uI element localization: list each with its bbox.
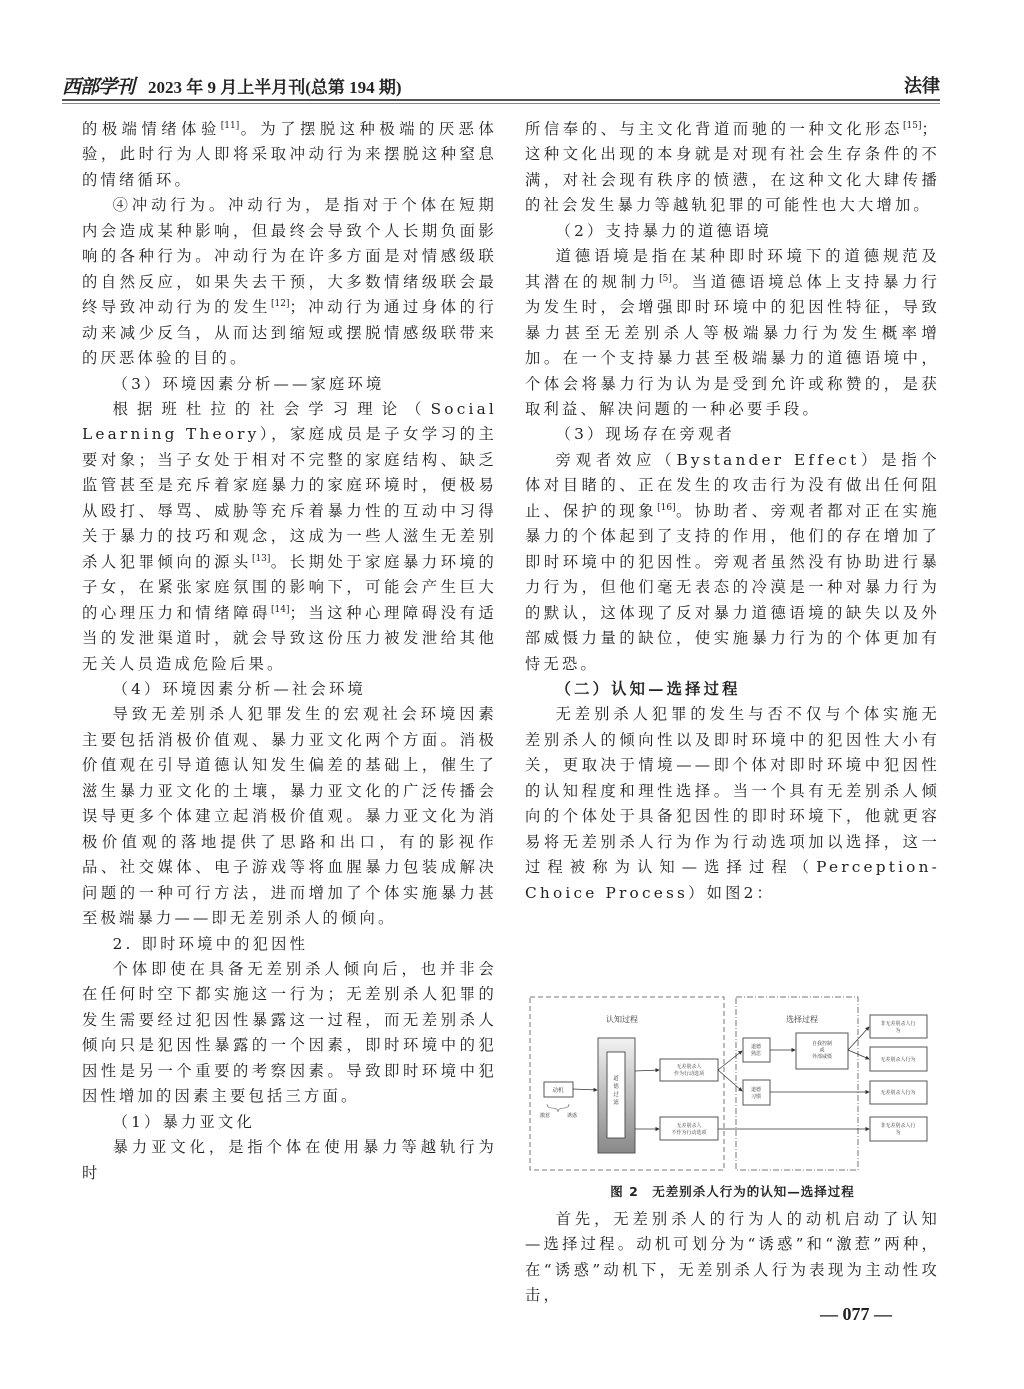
figure-2-diagram	[525, 990, 945, 1180]
arrow	[573, 1089, 597, 1090]
page-header	[62, 72, 940, 98]
citation-marker: [16]	[657, 502, 676, 513]
outcome-label-2: 无差别杀人行为	[880, 1057, 916, 1063]
text-run: 个体即使在具备无差别杀人倾向后，也并非会在任何时空下都实施这一行为；无差别杀人犯罪的发生需要经过犯因性暴露这一过程，而无差别杀人倾向只是犯因性暴露的一个因素，即时环境中的犯因性是另一个重要的考察因素。导致即时环境中犯因性增加的因素主要包括三方面。	[82, 959, 497, 1106]
citation-marker: [5]	[659, 273, 672, 284]
text-run: （2）支持暴力的道德语境	[555, 221, 772, 240]
option-act-box	[660, 1059, 718, 1081]
text-run: ④冲动行为。冲动行为，是指对于个体在短期内会造成某种影响，但最终会导致个人长期负面影响的各种行为。冲动行为在许多方面是对情感级联的自然反应，如果失去干预，大多数情绪级联会最终导致冲动行为的发生	[82, 196, 497, 317]
figure-caption: 图 2 无差别杀人行为的认知—选择过程	[610, 1184, 855, 1199]
control-label: 自我控制或外部威慑	[811, 1041, 833, 1060]
outcome-box-4	[870, 1117, 927, 1141]
text-run: 导致无差别杀人犯罪发生的宏观社会环境因素主要包括消极价值观、暴力亚文化两个方面。消极价值观在引导道德认知发生偏差的基础上，催生了滋生暴力亚文化的土壤，暴力亚文化的广泛传播会误导更多个体建立起消极价值观。暴力亚文化为消极价值观的落地提供了思路和出口，有的影视作品、社交媒体、电子游戏等将血腥暴力包装成解决问题的一种可行方法，进而增加了个体实施暴力甚至极端暴力——即无差别杀人的倾向。	[82, 705, 497, 928]
text-run: 道德语境是指在某种即时环境下的道德规范及其潜在的规制力	[525, 247, 940, 291]
text-run: （4）环境因素分析—社会环境	[112, 679, 366, 698]
paragraph	[82, 957, 497, 1110]
section-name: 法律	[904, 76, 940, 97]
text-run: 的极端情绪体验	[82, 120, 221, 138]
header-rule-thin	[62, 103, 940, 104]
paragraph	[82, 397, 497, 677]
outcome-label-4: 非无差别杀人行为	[880, 1123, 916, 1136]
temptation-label: 诱惑	[566, 1113, 578, 1119]
issue-info: 2023 年 9 月上半月刊(总第 194 期)	[148, 78, 402, 97]
paragraph	[525, 702, 940, 906]
text-run: 无差别杀人犯罪的发生与否不仅与个体实施无差别杀人的倾向性以及即时环境中的犯因性大小有关，更取决于情境——即个体对即时环境中犯因性的认知程度和理性选择。当一个具有无差别杀人倾向的个体处于具备犯因性的即时环境下，他就更容易将无差别杀人行为作为行动选项加以选择，这一过程被称为认知—选择过程（Perception-Choice Process）如图2：	[525, 705, 940, 902]
paragraph	[82, 1110, 497, 1135]
moral-filter-label: 道德过滤	[613, 1076, 619, 1106]
text-run: 。协助者、旁观者都对正在实施暴力的个体起到了支持的作用，他们的存在增加了即时环境中的犯因性。旁观者虽然没有协助进行暴力行为，但他们毫无表态的冷漠是一种对暴力行为的默认，这体现了反对暴力道德语境的缺失以及外部威慑力量的缺位，使实施暴力行为的个体更加有恃无恐。	[525, 501, 940, 673]
text-run: （3）现场存在旁观者	[555, 425, 735, 444]
paragraph	[82, 372, 497, 397]
arrow	[718, 1051, 742, 1070]
paragraph	[82, 193, 497, 371]
text-run: 。长期处于家庭暴力环境的子女，在紧张家庭氛围的影响下，可能会产生巨大的心理压力和情绪障碍	[82, 552, 497, 622]
paragraph	[82, 932, 497, 957]
citation-marker: [11]	[220, 121, 240, 131]
citation-marker: [13]	[251, 553, 271, 564]
text-run: （二）认知—选择过程	[555, 679, 741, 698]
text-run: ；冲动行为通过身体的行动来减少反刍，从而达到缩短或摆脱情感级联带来的厌恶体验的目的。	[82, 298, 497, 368]
outcome-label-3: 无差别杀人行为	[880, 1090, 916, 1096]
paragraph	[525, 244, 940, 422]
motive-label: 动机	[552, 1088, 564, 1094]
moral-habit-label: 道德习惯	[750, 1087, 762, 1100]
text-run: （3）环境因素分析——家庭环境	[112, 374, 385, 393]
right-column-bottom	[525, 1207, 940, 1309]
paragraph	[525, 117, 940, 219]
text-run: 暴力亚文化，是指个体在使用暴力等越轨行为时	[82, 1138, 497, 1182]
text-run: 2. 即时环境中的犯因性	[112, 934, 309, 953]
paragraph	[525, 422, 940, 447]
option-not-act-label: 无差别杀人不作为行动选项	[671, 1123, 707, 1136]
text-run: （1）暴力亚文化	[112, 1112, 256, 1131]
left-column	[82, 117, 497, 1186]
paragraph	[82, 702, 497, 931]
outcome-label-1: 非无差别杀人行为	[880, 1021, 916, 1034]
text-run: 首先，无差别杀人的行为人的动机启动了认知—选择过程。动机可划分为“诱惑”和“激惹”两种，在“诱惑”动机下，无差别杀人行为表现为主动性攻击，	[525, 1210, 940, 1305]
moral-deliberation-box	[743, 1038, 770, 1062]
citation-marker: [15]	[903, 121, 922, 131]
arrow	[718, 1070, 742, 1091]
cognition-label: 认知过程	[606, 1015, 638, 1024]
text-run: 。当道德语境总体上支持暴力行为发生时，会增强即时环境中的犯因性特征，导致暴力甚至无差别杀人等极端暴力行为发生概率增加。在一个支持暴力甚至极端暴力的道德语境中，个体会将暴力行为认为是受到允许或称赞的，是获取利益、解决问题的一种必要手段。	[525, 272, 940, 418]
header-rule	[62, 99, 940, 101]
citation-marker: [14]	[271, 604, 290, 615]
paragraph	[82, 1135, 497, 1186]
paragraph	[82, 117, 497, 193]
paragraph	[525, 219, 940, 244]
arrow	[635, 1070, 659, 1071]
text-run: 根据班杜拉的社会学习理论（Social Learning Theory），家庭成员是子女学习的主要对象；当子女处于相对不完整的家庭结构、缺乏监管甚至是充斥着家庭暴力的家庭环境时，便极易从殴打、辱骂、威胁等充斥着暴力性的互动中习得关于暴力的技巧和观念，这成为一些人滋生无差别杀人犯罪倾向的源头	[82, 399, 497, 571]
text-run: ；当这种心理障碍没有适当的发泄渠道时，就会导致这份压力被发泄给其他无关人员造成危险后果。	[82, 603, 497, 673]
section-heading	[525, 677, 940, 702]
paragraph	[525, 448, 940, 677]
text-run: 。为了摆脱这种极端的厌恶体验，此时行为人即将采取冲动行为来摆脱这种窒息的情绪循环。	[82, 120, 497, 189]
paragraph	[82, 677, 497, 702]
option-act-label: 无差别杀人作为行动选项	[673, 1064, 705, 1077]
moral-deliberation-label: 道德熟思	[750, 1044, 762, 1057]
text-run: 所信奉的、与主文化背道而驰的一种文化形态	[525, 120, 904, 138]
motive-brace	[547, 1104, 569, 1112]
choice-label: 选择过程	[786, 1015, 818, 1024]
text-run: 旁观者效应（Bystander Effect）是指个体对目睹的、正在发生的攻击行为没有做出任何阻止、保护的现象	[525, 450, 940, 520]
citation-marker: [12]	[271, 299, 290, 310]
text-run: ；这种文化出现的本身就是对现有社会生存条件的不满，对社会现有秩序的愤懑，在这种文化大肆传播的社会发生暴力等越轨犯罪的可能性也大大增加。	[525, 120, 940, 215]
page-number: — 077 —	[820, 1304, 892, 1324]
paragraph	[525, 1207, 940, 1309]
journal-logo: 西部学刊	[62, 76, 135, 98]
right-column-top	[525, 117, 940, 906]
provocation-label: 激惹	[539, 1113, 551, 1119]
